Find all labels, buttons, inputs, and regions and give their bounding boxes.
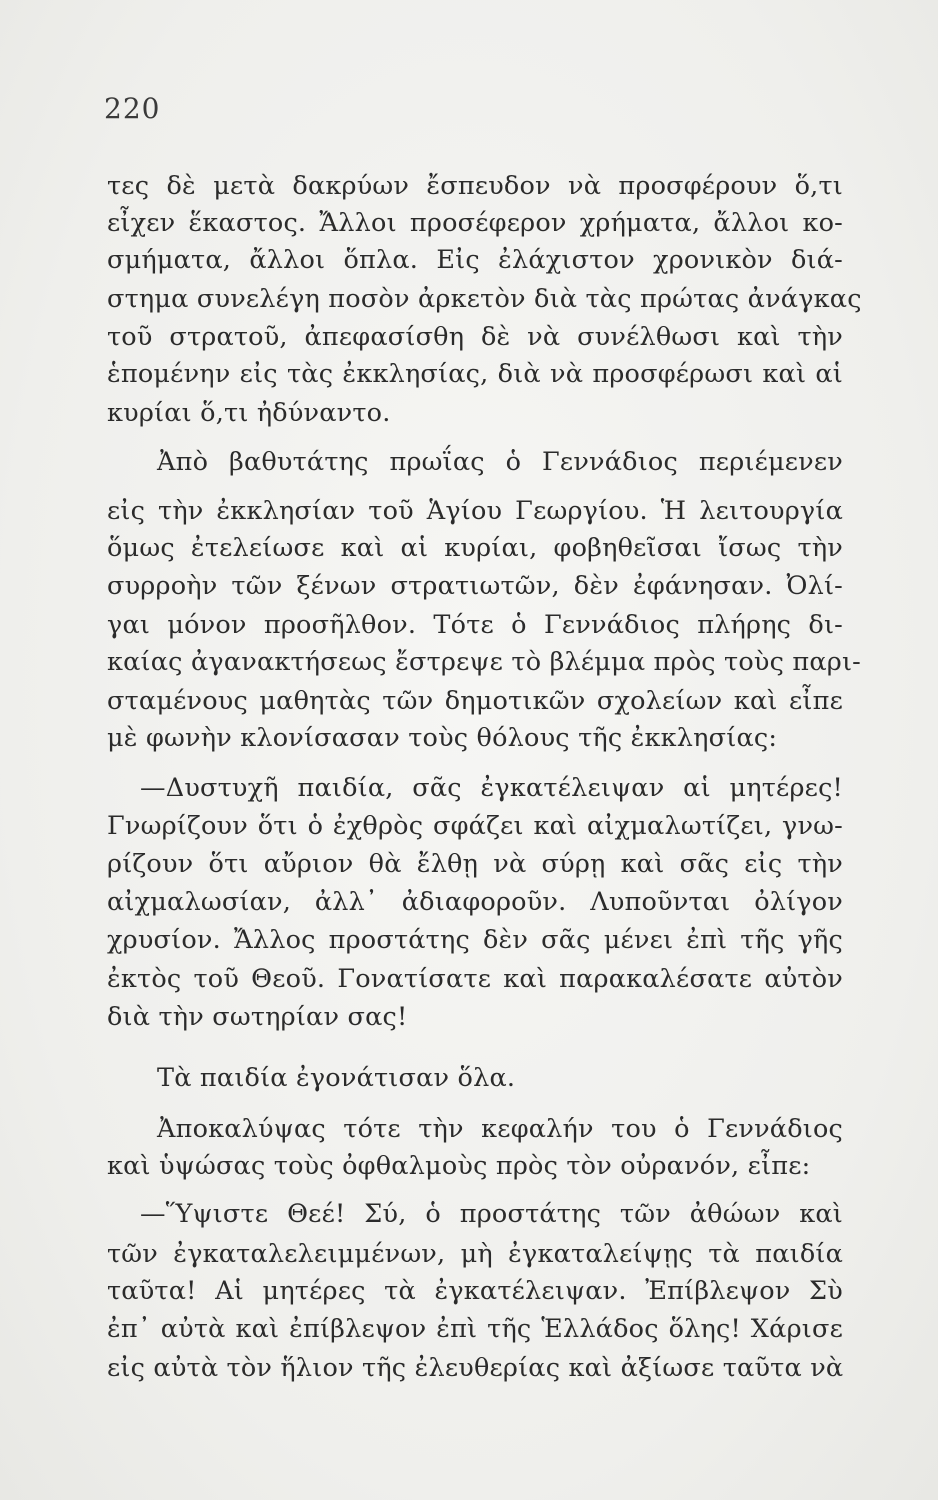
text-line-15: μὲ φωνὴν κλονίσασαν τοὺς θόλους τῆς ἐκκλησίας: bbox=[107, 723, 778, 753]
text-line-6: ἑπομένην εἰς τὰς ἐκκλησίας, διὰ νὰ προσφέρωσι καὶ αἱ bbox=[107, 359, 843, 389]
text-line-12: γαι μόνον προσῆλθον. Τότε ὁ Γεννάδιος πλήρης δι- bbox=[107, 610, 843, 640]
text-line-28: ταῦτα! Αἱ μητέρες τὰ ἐγκατέλειψαν. Ἐπίβλεψον Σὺ bbox=[107, 1276, 843, 1306]
text-line-16: —Δυστυχῆ παιδία, σᾶς ἐγκατέλειψαν αἱ μητέρες! bbox=[140, 773, 843, 803]
text-line-29: ἐπ᾽ αὐτὰ καὶ ἐπίβλεψον ἐπὶ τῆς Ἑλλάδος ὅλης! Χάρισε bbox=[107, 1314, 843, 1344]
text-line-13: καίας ἀγανακτήσεως ἔστρεψε τὸ βλέμμα πρὸς τοὺς παρι- bbox=[107, 647, 861, 677]
text-line-14: σταμένους μαθητὰς τῶν δημοτικῶν σχολείων καὶ εἶπε bbox=[107, 686, 843, 716]
text-line-4: στημα συνελέγη ποσὸν ἀρκετὸν διὰ τὰς πρώτας ἀνάγκας bbox=[107, 284, 862, 314]
text-line-24: Ἀποκαλύψας τότε τὴν κεφαλήν του ὁ Γεννάδιος bbox=[157, 1114, 843, 1144]
text-line-2: εἶχεν ἕκαστος. Ἄλλοι προσέφερον χρήματα, ἄλλοι κο- bbox=[107, 208, 843, 238]
text-line-27: τῶν ἐγκαταλελειμμένων, μὴ ἐγκαταλείψῃς τὰ παιδία bbox=[107, 1239, 843, 1269]
text-line-3: σμήματα, ἄλλοι ὅπλα. Εἰς ἐλάχιστον χρονικὸν διά- bbox=[107, 245, 843, 275]
text-line-11: συρροὴν τῶν ξένων στρατιωτῶν, δὲν ἐφάνησαν. Ὀλί- bbox=[107, 571, 843, 601]
text-line-18: ρίζουν ὅτι αὔριον θὰ ἔλθῃ νὰ σύρῃ καὶ σᾶς εἰς τὴν bbox=[107, 849, 843, 879]
text-line-17: Γνωρίζουν ὅτι ὁ ἐχθρὸς σφάζει καὶ αἰχμαλωτίζει, γνω- bbox=[107, 811, 843, 841]
text-line-5: τοῦ στρατοῦ, ἀπεφασίσθη δὲ νὰ συνέλθωσι καὶ τὴν bbox=[107, 322, 843, 352]
text-line-7: κυρίαι ὅ,τι ἠδύναντο. bbox=[107, 398, 391, 428]
text-line-19: αἰχμαλωσίαν, ἀλλ᾽ ἀδιαφοροῦν. Λυποῦνται ὀλίγον bbox=[107, 887, 843, 917]
text-line-26: —Ὕψιστε Θεέ! Σύ, ὁ προστάτης τῶν ἀθώων καὶ bbox=[140, 1199, 843, 1229]
text-line-30: εἰς αὐτὰ τὸν ἥλιον τῆς ἐλευθερίας καὶ ἀξίωσε ταῦτα νὰ bbox=[107, 1353, 844, 1383]
text-line-20: χρυσίον. Ἄλλος προστάτης δὲν σᾶς μένει ἐπὶ τῆς γῆς bbox=[107, 925, 843, 955]
text-line-10: ὅμως ἐτελείωσε καὶ αἱ κυρίαι, φοβηθεῖσαι ἴσως τὴν bbox=[107, 533, 843, 563]
text-line-8: Ἀπὸ βαθυτάτης πρωΐας ὁ Γεννάδιος περιέμενεν bbox=[157, 447, 843, 477]
text-line-22: διὰ τὴν σωτηρίαν σας! bbox=[107, 1002, 408, 1032]
text-line-23: Τὰ παιδία ἐγονάτισαν ὅλα. bbox=[157, 1063, 516, 1093]
text-line-1: τες δὲ μετὰ δακρύων ἔσπευδον νὰ προσφέρουν ὅ,τι bbox=[107, 171, 843, 201]
text-line-9: εἰς τὴν ἐκκλησίαν τοῦ Ἁγίου Γεωργίου. Ἡ λειτουργία bbox=[107, 496, 843, 526]
text-line-25: καὶ ὑψώσας τοὺς ὀφθαλμοὺς πρὸς τὸν οὐρανόν, εἶπε: bbox=[107, 1151, 811, 1181]
text-line-21: ἐκτὸς τοῦ Θεοῦ. Γονατίσατε καὶ παρακαλέσατε αὐτὸν bbox=[107, 964, 843, 994]
page-number: 220 bbox=[104, 92, 161, 125]
